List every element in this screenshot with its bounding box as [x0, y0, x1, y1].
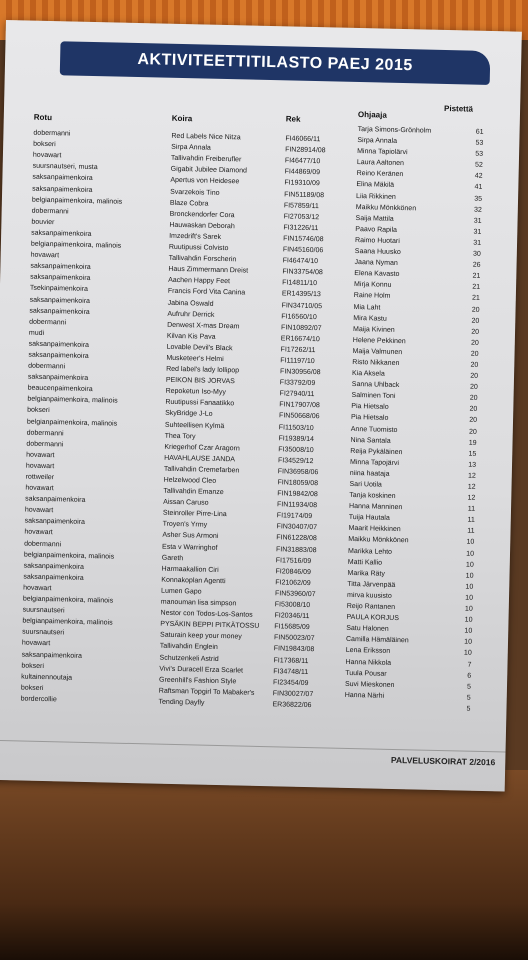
- dog-name-cell: Tallivahdin Cremefarben: [163, 465, 240, 475]
- breed-cell: saksanpaimenkoira: [29, 296, 91, 305]
- handler-cell: PAULA KORJUS: [346, 614, 399, 623]
- handler-cell: Minna Tapiolärvi: [357, 148, 408, 157]
- dog-name-cell: Troyen's Yrmy: [162, 521, 208, 530]
- dog-name-cell: Aufruhr Derrick: [167, 310, 215, 319]
- magazine-page: [0, 20, 522, 792]
- handler-cell: mirva kuusisto: [346, 591, 392, 600]
- dog-name-cell: Aissan Caruso: [163, 498, 209, 507]
- dog-name-cell: Lumen Gapo: [161, 587, 202, 596]
- dog-name-cell: Ruutipussi Colvisto: [168, 243, 229, 253]
- points-cell: 31: [473, 239, 482, 247]
- points-cell: 13: [468, 461, 477, 469]
- registration-cell: FI33792/09: [279, 379, 316, 388]
- points-cell: 26: [472, 261, 481, 269]
- registration-cell: FIN15746/08: [283, 235, 324, 244]
- breed-cell: dobermanni: [31, 207, 69, 216]
- points-cell: 10: [465, 583, 474, 591]
- breed-cell: saksanpaimenkoira: [30, 262, 91, 272]
- points-cell: 11: [467, 505, 476, 513]
- breed-cell: mudi: [28, 329, 45, 337]
- handler-cell: Elina Mäkilä: [356, 181, 395, 190]
- dog-name-cell: Svarzekois Tino: [170, 188, 220, 197]
- breed-cell: hovawart: [24, 506, 54, 515]
- handler-cell: Minna Tapojärvi: [349, 458, 400, 467]
- registration-cell: FI19389/14: [278, 434, 315, 443]
- handler-cell: Tanja koskinen: [349, 492, 396, 501]
- breed-cell: bokseri: [27, 407, 50, 415]
- dog-name-cell: Greenhill's Fashion Style: [158, 676, 237, 686]
- registration-cell: FI19310/09: [284, 179, 320, 188]
- registration-cell: FIN33754/08: [282, 268, 323, 277]
- registration-cell: FI53008/10: [274, 601, 311, 610]
- header-breed: Rotu: [33, 112, 53, 123]
- points-cell: 53: [475, 150, 484, 159]
- breed-cell: suursnautseri: [22, 628, 65, 637]
- dog-name-cell: Gigabit Jubilee Diamond: [170, 166, 247, 175]
- breed-cell: hovawart: [23, 584, 52, 593]
- points-cell: 20: [470, 372, 479, 380]
- breed-cell: saksanpaimenkoira: [32, 185, 93, 194]
- breed-cell: belgianpaimenkoira, malinois: [22, 595, 114, 605]
- handler-cell: Lena Eriksson: [345, 647, 391, 656]
- registration-cell: FIN50023/07: [273, 634, 315, 643]
- dog-name-cell: Apertus von Heidesee: [170, 177, 240, 186]
- breed-cell: dobermanni: [28, 362, 66, 371]
- registration-cell: FIN11934/08: [276, 501, 318, 510]
- handler-cell: Reijo Rantanen: [346, 602, 396, 612]
- dog-name-cell: Schutzenkeli Astrid: [159, 654, 219, 663]
- dog-name-cell: Thea Tory: [164, 432, 196, 441]
- dog-name-cell: Red Labels Nice Nitza: [171, 132, 241, 142]
- handler-cell: Tuija Hautala: [348, 514, 390, 523]
- points-cell: 12: [467, 494, 476, 502]
- registration-cell: FI15685/09: [274, 623, 310, 632]
- breed-cell: hovawart: [25, 462, 55, 471]
- breed-cell: bordercollie: [20, 695, 57, 704]
- registration-cell: FIN19842/08: [277, 490, 318, 499]
- breed-cell: belgianpaimenkoira, malinois: [22, 617, 113, 627]
- handler-cell: Sari Uotila: [349, 480, 382, 489]
- dog-name-cell: Asher Sus Armoni: [162, 532, 219, 541]
- handler-cell: Salminen Toni: [351, 392, 396, 401]
- registration-cell: FIN30027/07: [272, 690, 314, 698]
- page-title: AKTIVITEETTITILASTO PAEJ 2015: [137, 50, 413, 75]
- registration-cell: FI46474/10: [282, 257, 319, 266]
- handler-cell: Elena Kavasto: [354, 270, 400, 279]
- handler-cell: Helene Pekkinen: [352, 336, 406, 345]
- breed-cell: hovawart: [26, 451, 55, 460]
- dog-name-cell: Suhteellisen Kylmä: [164, 421, 225, 430]
- registration-cell: FI27940/11: [279, 390, 315, 399]
- registration-cell: FI17516/09: [275, 556, 312, 565]
- points-cell: 20: [470, 339, 479, 347]
- registration-cell: FIN10892/07: [281, 324, 322, 332]
- points-cell: 31: [473, 228, 482, 236]
- background-table: [0, 770, 528, 960]
- handler-cell: Hanna Närhi: [344, 691, 385, 700]
- page-footer: [0, 740, 506, 773]
- registration-cell: FI35008/10: [278, 446, 314, 454]
- registration-cell: FI34748/11: [273, 667, 309, 676]
- handler-cell: Titta Järvenpää: [347, 580, 396, 589]
- points-cell: 10: [464, 605, 473, 613]
- handler-cell: Suvi Mieskonen: [344, 680, 395, 689]
- dog-name-cell: Lovable Devil's Black: [166, 343, 233, 353]
- handler-cell: Matti Kallio: [347, 558, 383, 567]
- points-cell: 10: [466, 539, 475, 547]
- dog-name-cell: Tallivahdin Emanze: [163, 487, 224, 497]
- handler-cell: Saana Huusko: [354, 248, 401, 257]
- dog-name-cell: Blaze Cobra: [169, 199, 209, 208]
- handler-cell: Hanna Manninen: [348, 503, 403, 512]
- registration-cell: FIN30407/07: [276, 523, 318, 532]
- dog-name-cell: PEIKON BIS JORVAS: [165, 376, 235, 386]
- breed-cell: saksanpaimenkoira: [23, 573, 84, 582]
- registration-cell: FIN61228/08: [276, 534, 317, 543]
- stats-table: [0, 118, 520, 718]
- breed-cell: dobermanni: [24, 540, 62, 548]
- handler-cell: Marikka Lehto: [347, 547, 393, 556]
- dog-name-cell: Nestor con Todos-Los-Santos: [160, 609, 253, 619]
- breed-cell: saksanpaimenkoira: [31, 229, 92, 238]
- points-cell: 10: [463, 649, 472, 658]
- breed-cell: saksanpaimenkoira: [28, 340, 90, 349]
- registration-cell: ER36822/06: [272, 701, 312, 709]
- breed-cell: beaucenpaimenkoira: [27, 384, 93, 394]
- breed-cell: kultainennoutaja: [21, 673, 73, 682]
- registration-cell: FIN53960/07: [274, 590, 316, 599]
- handler-cell: Jaana Nyman: [354, 259, 398, 268]
- breed-cell: hovawart: [21, 639, 51, 648]
- points-cell: 32: [473, 206, 482, 214]
- dog-name-cell: Steinroller Pirre-Lina: [162, 509, 227, 519]
- handler-cell: Liia Rikkinen: [356, 192, 396, 201]
- handler-cell: Maarit Heikkinen: [348, 525, 401, 534]
- registration-cell: FIN34710/05: [281, 301, 323, 310]
- dog-name-cell: Hauwaskan Deborah: [169, 221, 235, 231]
- dog-name-cell: Aachen Happy Feet: [168, 277, 231, 286]
- points-cell: 20: [470, 350, 479, 358]
- points-cell: 12: [467, 472, 476, 480]
- handler-cell: Paavo Rapila: [355, 225, 398, 234]
- breed-cell: bouvier: [31, 218, 55, 226]
- handler-cell: Mira Kastu: [353, 314, 387, 323]
- registration-cell: FIN51189/08: [284, 190, 325, 199]
- registration-cell: FI11503/10: [278, 423, 314, 432]
- handler-cell: Tuula Pousar: [345, 669, 387, 678]
- registration-cell: FI44869/09: [284, 168, 321, 177]
- registration-cell: FI17368/11: [273, 656, 309, 665]
- handler-cell: Risto Nikkanen: [352, 358, 400, 367]
- handler-cell: Maija Kivinen: [352, 325, 395, 334]
- registration-cell: FI19174/09: [276, 512, 313, 521]
- handler-cell: Maikku Mönkkönen: [355, 203, 417, 213]
- points-cell: 10: [464, 616, 473, 624]
- registration-cell: FIN17907/08: [279, 401, 320, 410]
- handler-cell: Pia Hietsalo: [350, 414, 389, 423]
- dog-name-cell: Haus Zimmermann Dreist: [168, 265, 249, 275]
- title-banner: [60, 41, 491, 85]
- points-cell: 42: [474, 173, 483, 181]
- dog-name-cell: Raftsman Topgirl To Mabaker's: [158, 687, 255, 697]
- breed-cell: rottweiler: [25, 473, 55, 482]
- dog-name-cell: Repoketun Iso-Myy: [165, 387, 226, 397]
- header-reg: Rek: [285, 114, 301, 124]
- handler-cell: Marika Räty: [347, 569, 385, 578]
- dog-name-cell: Konnakoplan Agentti: [161, 576, 226, 585]
- breed-cell: hovawart: [32, 151, 62, 160]
- handler-cell: Satu Halonen: [346, 625, 389, 634]
- dog-name-cell: Imzedrift's Sarek: [169, 232, 222, 241]
- dog-name-cell: Denwest X-mas Dream: [167, 321, 240, 331]
- handler-cell: Sanna Uhlback: [351, 381, 400, 390]
- registration-cell: FI57859/11: [283, 202, 319, 210]
- breed-cell: hovawart: [30, 251, 60, 260]
- registration-cell: FIN36958/06: [277, 468, 319, 477]
- registration-cell: FIN45160/06: [282, 246, 324, 255]
- points-cell: 10: [465, 594, 474, 602]
- registration-cell: FI20346/11: [274, 612, 310, 621]
- breed-cell: suursnautseri: [22, 606, 65, 615]
- dog-name-cell: Saturain keep your money: [159, 631, 242, 641]
- breed-cell: saksanpaimenkoira: [24, 517, 86, 527]
- handler-cell: Reino Keränen: [356, 170, 404, 179]
- registration-cell: FIN28914/08: [285, 146, 326, 155]
- handler-cell: Raimo Huotari: [355, 236, 400, 245]
- handler-cell: Maikku Mönkkönen: [348, 536, 409, 545]
- breed-cell: saksanpaimenkoira: [27, 373, 89, 383]
- dog-name-cell: Kriegerhof Czar Aragorn: [164, 443, 240, 453]
- points-cell: 21: [471, 295, 480, 303]
- registration-cell: FIN18059/08: [277, 479, 319, 488]
- registration-cell: FIN30956/08: [280, 368, 321, 377]
- header-dog: Koira: [171, 113, 193, 124]
- points-cell: 21: [472, 283, 481, 292]
- header-handler: Ohjaaja: [357, 110, 387, 120]
- points-cell: 12: [467, 483, 476, 491]
- points-cell: 10: [464, 638, 473, 647]
- dog-name-cell: Tallivahdin Freiberufler: [170, 155, 242, 164]
- breed-cell: belgianpaimenkoira, malinois: [30, 240, 122, 250]
- registration-cell: FI46066/11: [285, 135, 321, 144]
- points-cell: 20: [470, 361, 479, 369]
- dog-name-cell: manouman lisa simpson: [160, 598, 237, 608]
- dog-name-cell: Sirpa Annala: [171, 143, 211, 152]
- points-cell: 10: [465, 572, 474, 580]
- dog-name-cell: HAVAHLAUSE JANDA: [164, 454, 236, 464]
- dog-name-cell: PYSÄKIN BEPPI PITKÄTOSSU: [160, 620, 260, 631]
- points-cell: 21: [472, 272, 481, 281]
- handler-cell: Raine Holm: [353, 292, 391, 301]
- breed-cell: hovawart: [25, 484, 54, 493]
- header-points: Pistettä: [444, 103, 474, 114]
- breed-cell: dobermanni: [26, 440, 64, 449]
- points-cell: 20: [469, 417, 478, 425]
- registration-cell: FIN50668/06: [279, 412, 320, 421]
- handler-cell: Mirja Konnu: [354, 281, 392, 290]
- dog-name-cell: Helzelwood Cleo: [163, 476, 217, 485]
- registration-cell: FIN19843/08: [273, 645, 315, 654]
- breed-cell: saksanpaimenkoira: [21, 651, 82, 660]
- breed-cell: saksanpaimenkoira: [23, 562, 84, 571]
- points-cell: 52: [474, 161, 483, 170]
- points-cell: 6: [467, 672, 472, 680]
- points-cell: 20: [469, 394, 478, 403]
- registration-cell: FI20846/09: [275, 568, 312, 576]
- dog-name-cell: Red label's lady lollipop: [166, 365, 240, 375]
- handler-cell: Reija Pykäläinen: [350, 447, 403, 456]
- points-cell: 19: [468, 439, 477, 447]
- points-cell: 53: [475, 139, 484, 147]
- handler-cell: Sirpa Annala: [357, 137, 398, 145]
- handler-cell: Pia Hietsalo: [351, 403, 389, 412]
- points-cell: 5: [467, 683, 472, 691]
- handler-cell: niina haataja: [349, 469, 390, 478]
- handler-cell: Mia Laht: [353, 303, 381, 312]
- points-cell: 20: [468, 428, 477, 436]
- dog-name-cell: Bronckendorfer Cora: [169, 210, 235, 219]
- dog-name-cell: Jabina Oswald: [167, 299, 214, 308]
- registration-cell: FIN31883/08: [275, 545, 317, 554]
- registration-cell: ER14395/13: [281, 290, 321, 299]
- dog-name-cell: Tending Dayfly: [158, 698, 205, 707]
- registration-cell: FI16560/10: [281, 312, 317, 321]
- breed-cell: saksanpaimenkoira: [25, 495, 86, 505]
- points-cell: 20: [471, 317, 480, 325]
- registration-cell: FI11197/10: [280, 357, 315, 366]
- breed-cell: dobermanni: [33, 129, 71, 138]
- points-cell: 20: [471, 306, 480, 314]
- points-cell: 35: [474, 195, 483, 203]
- points-cell: 15: [468, 450, 477, 458]
- breed-cell: dobermanni: [26, 429, 64, 438]
- handler-cell: Kia Aksela: [351, 370, 385, 378]
- registration-cell: FI23454/09: [272, 678, 309, 687]
- breed-cell: bokseri: [33, 140, 56, 149]
- points-cell: 10: [465, 561, 474, 569]
- handler-cell: Nina Santala: [350, 436, 391, 445]
- breed-cell: dobermanni: [29, 318, 67, 327]
- dog-name-cell: Gareth: [161, 554, 184, 562]
- registration-cell: FI21062/09: [275, 579, 311, 587]
- breed-cell: belgianpaimenkoira, malinois: [31, 196, 123, 206]
- breed-cell: belgianpaimenkoira, malinois: [27, 395, 118, 405]
- dog-name-cell: Ruutipussi Fanaatikko: [165, 399, 235, 408]
- points-cell: 20: [469, 405, 478, 414]
- breed-cell: hovawart: [24, 529, 53, 537]
- points-cell: 41: [474, 184, 483, 192]
- breed-cell: bokseri: [20, 684, 44, 692]
- handler-cell: Hanna Nikkola: [345, 658, 392, 667]
- dog-name-cell: Vivi's Duracell Erza Scarlet: [159, 665, 244, 675]
- breed-cell: saksanpaimenkoira: [29, 307, 90, 316]
- breed-cell: belgianpaimenkoira, malinois: [26, 418, 118, 428]
- dog-name-cell: Harmaakallion Ciri: [161, 565, 219, 574]
- dog-name-cell: SkyBridge J-Lo: [165, 410, 213, 419]
- handler-cell: Camilla Hämäläinen: [345, 636, 409, 645]
- points-cell: 11: [467, 516, 475, 525]
- handler-cell: Saija Mattila: [355, 214, 394, 223]
- points-cell: 11: [467, 527, 475, 536]
- registration-cell: FI17262/11: [280, 346, 316, 354]
- handler-cell: Laura Aaltonen: [356, 159, 405, 168]
- breed-cell: saksanpaimenkoira: [28, 351, 89, 360]
- points-cell: 10: [464, 627, 473, 635]
- dog-name-cell: Musketeer's Helmi: [166, 354, 224, 363]
- dog-name-cell: Kilvan Kis Pava: [166, 332, 216, 341]
- registration-cell: FI34529/12: [277, 457, 314, 465]
- magazine-name: PALVELUSKOIRAT 2/2016: [390, 754, 496, 768]
- registration-cell: FI14811/10: [282, 279, 318, 288]
- points-cell: 20: [471, 328, 480, 336]
- points-cell: 61: [475, 128, 484, 136]
- registration-cell: ER16674/10: [280, 335, 320, 343]
- registration-cell: FI27053/12: [283, 213, 320, 221]
- handler-cell: Anne Tuomisto: [350, 425, 398, 434]
- breed-cell: saksanpaimenkoira: [30, 273, 91, 283]
- breed-cell: saksanpaimenkoira: [32, 174, 93, 183]
- breed-cell: suursnautseri, musta: [32, 163, 98, 172]
- breed-cell: bokseri: [21, 662, 45, 670]
- points-cell: 5: [466, 705, 471, 713]
- dog-name-cell: Tallivahdin Englein: [159, 643, 218, 652]
- points-cell: 20: [469, 383, 478, 391]
- registration-cell: FI31226/11: [283, 224, 319, 232]
- points-cell: 30: [472, 250, 481, 258]
- breed-cell: Tsekinpaimenkoira: [29, 285, 88, 294]
- handler-cell: Tarja Simons-Grönholm: [357, 126, 432, 135]
- dog-name-cell: Esta v Warringhof: [162, 543, 218, 552]
- dog-name-cell: Tallivahdin Forscherin: [168, 254, 237, 264]
- points-cell: 5: [466, 694, 471, 702]
- dog-name-cell: Francis Ford Vita Canina: [167, 288, 246, 297]
- breed-cell: belgianpaimenkoira, malinois: [23, 551, 115, 561]
- registration-cell: FI46477/10: [284, 157, 321, 166]
- points-cell: 7: [467, 661, 472, 669]
- handler-cell: Maija Valmunen: [352, 347, 403, 356]
- points-cell: 10: [466, 550, 475, 558]
- points-cell: 31: [473, 217, 482, 225]
